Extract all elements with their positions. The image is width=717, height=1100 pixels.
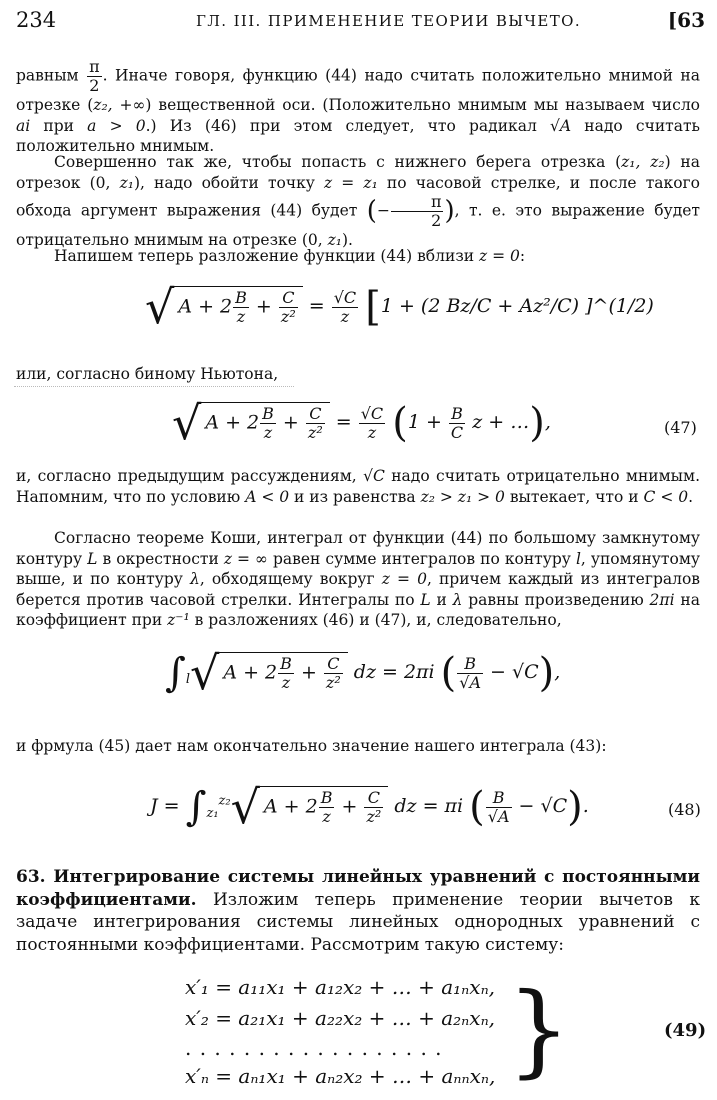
equation-label-49: (49) — [664, 1020, 707, 1041]
equation-label-47: (47) — [664, 418, 697, 437]
running-title: ГЛ. III. ПРИМЕНЕНИЕ ТЕОРИИ ВЫЧЕТО. — [196, 12, 582, 30]
scan-dotted-line — [14, 386, 294, 387]
text: на коэффициент при — [16, 590, 700, 630]
section-text: Изложим теперь применение теории вычетов к задаче интегрирования системы линейных однородных уравнений с постоянными коэффициентами. Рассмотрим такую систему: — [16, 889, 701, 955]
text: , упомянутому выше, и по контуру — [16, 549, 701, 589]
section-mark: [63 — [667, 8, 705, 32]
text: или, согласно биному Ньютона, — [16, 365, 279, 383]
text: и фрмула (45) дает нам окончательно значение нашего интеграла (43): — [16, 737, 607, 755]
text: , причем каждый из интегралов берется против часовой стрелки. Интегралы по — [16, 570, 701, 609]
paragraph-6 — [16, 528, 700, 631]
text: ). — [342, 231, 353, 250]
text: ), надо обойти точку — [133, 173, 315, 192]
text: надо считать положительно мнимым. — [16, 116, 700, 156]
page-header — [16, 8, 705, 38]
equation-label-48: (48) — [668, 800, 701, 819]
math-inline: z₁ — [119, 173, 134, 192]
math-inline: √A — [550, 116, 572, 135]
text: и из равенства — [294, 487, 416, 506]
text: в окрестности — [102, 549, 219, 568]
text: равен сумме интегралов по контуру — [273, 549, 571, 568]
paragraph-1 — [16, 58, 700, 157]
section-63 — [16, 866, 700, 956]
text: .) Из (46) при этом следует, что радикал — [145, 116, 537, 135]
text: , обходящему вокруг — [199, 570, 375, 589]
paragraph-5: и, согласно предыдущим рассуждениям, √C надо считать отрицательно мнимым. Напомним, что по условию A < 0 и из равенства z₂ > z₁ > 0 вытекает, что и C < 0. — [16, 467, 700, 506]
paragraph-4 — [16, 364, 700, 385]
text: надо считать отрицательно мнимым. Напомним, что по условию — [16, 467, 700, 506]
math-inline: z = 0 — [479, 247, 520, 265]
text: по часовой стрелке, и после такого обхода аргумент выражения (44) будет — [16, 173, 701, 220]
math-inline: A < 0 — [245, 487, 290, 506]
system-row-2: x′₂ = a₂₁x₁ + a₂₂x₂ + … + a₂ₙxₙ, — [185, 1006, 496, 1030]
math-inline: z = 0 — [381, 570, 427, 589]
math-inline: z = z₁ — [324, 173, 378, 192]
page-number: 234 — [16, 8, 57, 32]
fraction-pi-2: $\frac{\pi}{2}$ — [89, 57, 100, 95]
math-inline: λ — [452, 590, 463, 609]
text: , т. е. это выражение будет отрицательно мнимым на отрезке (0, — [16, 201, 700, 250]
fraction-pi-2: $\frac{\pi}{2}$ — [391, 193, 444, 230]
math-inline: C < 0 — [643, 487, 689, 506]
text: Напишем теперь разложение функции (44) вблизи — [54, 247, 475, 265]
section-title: 63. Интегрирование системы линейных уравнений с постоянными коэффициентами. — [16, 867, 700, 910]
formula-contour-integral: $\int_l√$ A + 2 $\frac{B}{z}$ + $\frac{C}{\text{z²}}$ dz = 2πi ( $\frac{B}{√A}$ − √C), — [165, 646, 561, 700]
text: . Иначе говоря, функцию (44) надо считать положительно мнимой на отрезке ( — [16, 66, 701, 114]
text: и — [436, 590, 447, 609]
text: и, согласно предыдущим рассуждениям, — [16, 467, 357, 485]
math-inline: 2πi — [649, 590, 675, 609]
text: : — [519, 247, 526, 265]
system-brace: } — [507, 971, 571, 1088]
math-inline: z₂ > z₁ > 0 — [420, 487, 505, 506]
paragraph-2: Совершенно так же, чтобы попасть с нижнего берега отрезка (z₁, z₂) на отрезок (0, z₁), надо обойти точку z = z₁ по часовой стрелке, и после такого обхода аргумент выражения (44) будет (− $\frac{\pi}{2}$ ), т. е. это выражение будет отрицательно мнимым на отрезке (0, z₁). — [16, 153, 701, 250]
math-inline: λ — [190, 570, 200, 589]
math-inline: a > 0 — [87, 116, 146, 135]
text: ) вещественной оси. (Положительно мнимым мы называем число — [145, 96, 700, 114]
math-inline: z₂, +∞ — [93, 96, 146, 114]
text: ) на отрезок (0, — [16, 153, 701, 192]
system-row-1: x′₁ = a₁₁x₁ + a₁₂x₂ + … + a₁ₙxₙ, — [185, 975, 496, 999]
text: вытекает, что и — [509, 487, 639, 506]
text: равны произведению — [468, 590, 644, 609]
text: Совершенно так же, чтобы попасть с нижнего берега отрезка ( — [54, 153, 622, 171]
formula-47: √ A + 2 $\frac{B}{z}$ + $\frac{C}{\text{z²}}$ = $\frac{√C}{z}$ (1 + $\frac{B}{C}$ z + …), — [172, 396, 551, 450]
math-inline: L — [87, 549, 98, 568]
math-inline: √C — [363, 467, 385, 485]
system-row-n: x′ₙ = aₙ₁x₁ + aₙ₂x₂ + … + aₙₙxₙ, — [185, 1064, 496, 1088]
text: при — [43, 116, 74, 135]
math-inline: z = ∞ — [223, 549, 268, 568]
math-inline: l — [575, 549, 581, 568]
text: равным — [16, 66, 79, 85]
paragraph-7 — [16, 736, 700, 757]
math-inline: L — [420, 590, 431, 609]
formula-48: $J = \int_{z_1}^{z_2}√$ A + 2 $\frac{B}{z}$ + $\frac{C}{\text{z²}}$ dz = πi ( $\frac{B}{√A}$ − √C). — [150, 780, 589, 834]
text: в разложениях (46) и (47), и, следовательно, — [194, 611, 562, 630]
math-inline: z₁, z₂ — [621, 153, 665, 171]
math-inline: ai — [16, 116, 31, 135]
math-inline: z⁻¹ — [167, 611, 190, 630]
formula-expansion: √ A + 2 $\frac{B}{z}$ + $\frac{C}{\text{z²}}$ = $\frac{√C}{z}$ [1 + (2 Bz/C + Az²/C) ]^(1/2) — [145, 280, 654, 334]
expansion-tail: 1 + (2 Bz/C + Az²/C) ]^(1/2) — [380, 295, 654, 317]
text: Согласно теореме Коши, интеграл от функции (44) по большому замкнутому контуру — [16, 529, 700, 568]
system-row-dots: . . . . . . . . . . . . . . . . . . — [185, 1036, 443, 1060]
paragraph-3 — [16, 246, 700, 267]
math-inline: z₁ — [327, 231, 342, 250]
